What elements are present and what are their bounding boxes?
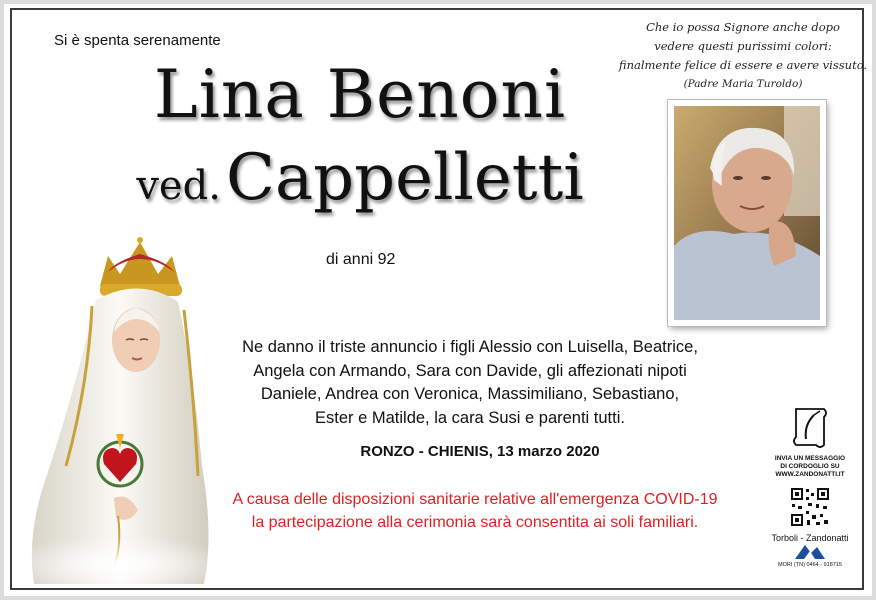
deceased-name: Lina Benoni xyxy=(153,56,567,133)
announcement-text xyxy=(210,336,730,430)
quote-line: finalmente felice di essere e avere vissuto. xyxy=(618,58,868,72)
scroll-quill-icon xyxy=(790,405,830,451)
age-text: di anni 92 xyxy=(326,251,396,268)
quote-block xyxy=(616,18,870,94)
intro-text: Si è spenta serenamente xyxy=(54,32,221,49)
widow-prefix: ved. xyxy=(136,163,221,209)
married-surname: Cappelletti xyxy=(226,141,584,215)
cta-line: DI CORDOGLIO SU xyxy=(780,463,840,470)
funeral-home-contact: MORI (TN) 0464 - 918715 xyxy=(778,562,842,568)
announcement-line: Daniele, Andrea con Veronica, Massimiliano, Sebastiano, xyxy=(260,385,680,403)
covid-notice xyxy=(200,488,750,534)
portrait-image xyxy=(674,106,820,320)
cta-line: INVIA UN MESSAGGIO xyxy=(774,455,846,462)
announcement-line: Ester e Matilde, la cara Susi e parenti tutti. xyxy=(315,408,625,427)
cta-line: WWW.ZANDONATTI.IT xyxy=(775,471,845,478)
qr-code-icon[interactable] xyxy=(790,487,830,527)
quote-line: vedere questi purissimi colori: xyxy=(654,39,832,53)
condolence-cta[interactable] xyxy=(766,455,854,479)
place-date: RONZO - CHIENIS, 13 marzo 2020 xyxy=(360,443,600,460)
quote-line: Che io possa Signore anche dopo xyxy=(646,20,840,34)
covid-line: A causa delle disposizioni sanitarie relative all'emergenza COVID-19 xyxy=(232,491,718,508)
funeral-home-name: Torboli - Zandonatti xyxy=(771,533,849,543)
madonna-statue-image xyxy=(18,236,218,584)
funeral-home-logo-icon xyxy=(795,545,825,559)
deceased-photo xyxy=(668,100,826,326)
deceased-surname-line xyxy=(0,141,720,215)
covid-line: la partecipazione alla cerimonia sarà consentita ai soli familiari. xyxy=(251,514,699,531)
announcement-line: Ne danno il triste annuncio i figli Alessio con Luisella, Beatrice, xyxy=(242,338,698,356)
condolence-sidebar xyxy=(766,405,854,568)
quote-author: (Padre Maria Turoldo) xyxy=(683,78,803,90)
announcement-line: Angela con Armando, Sara con Davide, gli affezionati nipoti xyxy=(253,361,687,380)
